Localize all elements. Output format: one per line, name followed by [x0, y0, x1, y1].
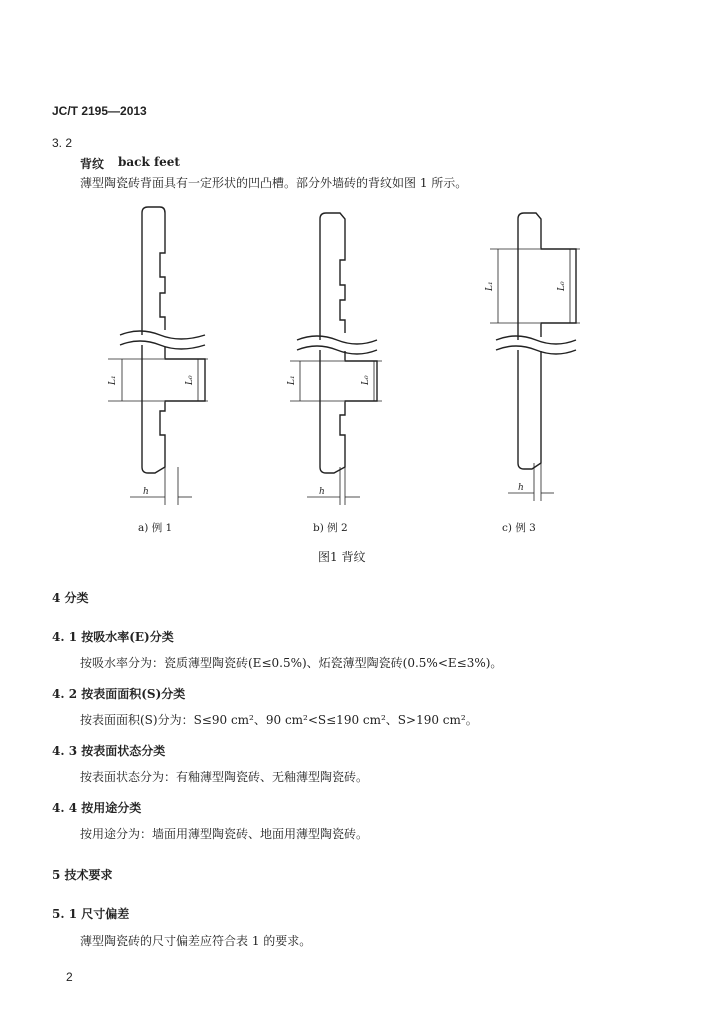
section-4-3-heading: 4. 3 按表面状态分类	[52, 744, 166, 758]
figure-panel-c	[484, 205, 594, 510]
dim-label-h: h	[518, 483, 524, 493]
section-4-2-heading: 4. 2 按表面面积(S)分类	[52, 687, 186, 701]
panel-caption-a: a) 例 1	[138, 522, 173, 534]
dim-label-h: h	[319, 487, 325, 497]
dim-label-l0: L₀	[185, 375, 195, 385]
dim-label-l1: L₁	[485, 281, 495, 291]
figure-panel-a	[100, 205, 210, 510]
dim-label-l0: L₀	[557, 281, 567, 291]
section-3-2-number: 3. 2	[52, 136, 73, 150]
figure-caption: 图1 背纹	[318, 550, 366, 564]
section-5-1-heading: 5. 1 尺寸偏差	[52, 907, 130, 921]
section-4-3-body: 按表面状态分为：有釉薄型陶瓷砖、无釉薄型陶瓷砖。	[80, 770, 369, 784]
standard-code: JC/T 2195—2013	[52, 104, 147, 118]
term-cn: 背纹	[80, 157, 105, 171]
section-4-1-body: 按吸水率分为：瓷质薄型陶瓷砖(E≤0.5%)、炻瓷薄型陶瓷砖(0.5%<E≤3%)。	[80, 656, 503, 670]
dim-label-l1: L₁	[108, 375, 118, 385]
panel-caption-c: c) 例 3	[502, 522, 536, 534]
dim-label-l1: L₁	[287, 375, 297, 385]
term-definition: 薄型陶瓷砖背面具有一定形状的凹凸槽。部分外墙砖的背纹如图 1 所示。	[80, 176, 468, 190]
section-4-2-body: 按表面面积(S)分为：S≤90 cm²、90 cm²<S≤190 cm²、S>190 cm²。	[80, 713, 478, 727]
section-4-4-heading: 4. 4 按用途分类	[52, 801, 142, 815]
dim-label-h: h	[143, 487, 149, 497]
section-4-heading: 4 分类	[52, 591, 89, 605]
section-5-heading: 5 技术要求	[52, 868, 113, 882]
section-4-4-body: 按用途分为：墙面用薄型陶瓷砖、地面用薄型陶瓷砖。	[80, 827, 369, 841]
term-en: back feet	[118, 155, 180, 169]
figure-panel-b	[282, 205, 392, 510]
section-5-1-body: 薄型陶瓷砖的尺寸偏差应符合表 1 的要求。	[80, 934, 312, 948]
dim-label-l0: L₀	[361, 375, 371, 385]
panel-caption-b: b) 例 2	[313, 522, 348, 534]
page-number: 2	[66, 970, 73, 984]
section-4-1-heading: 4. 1 按吸水率(E)分类	[52, 630, 174, 644]
